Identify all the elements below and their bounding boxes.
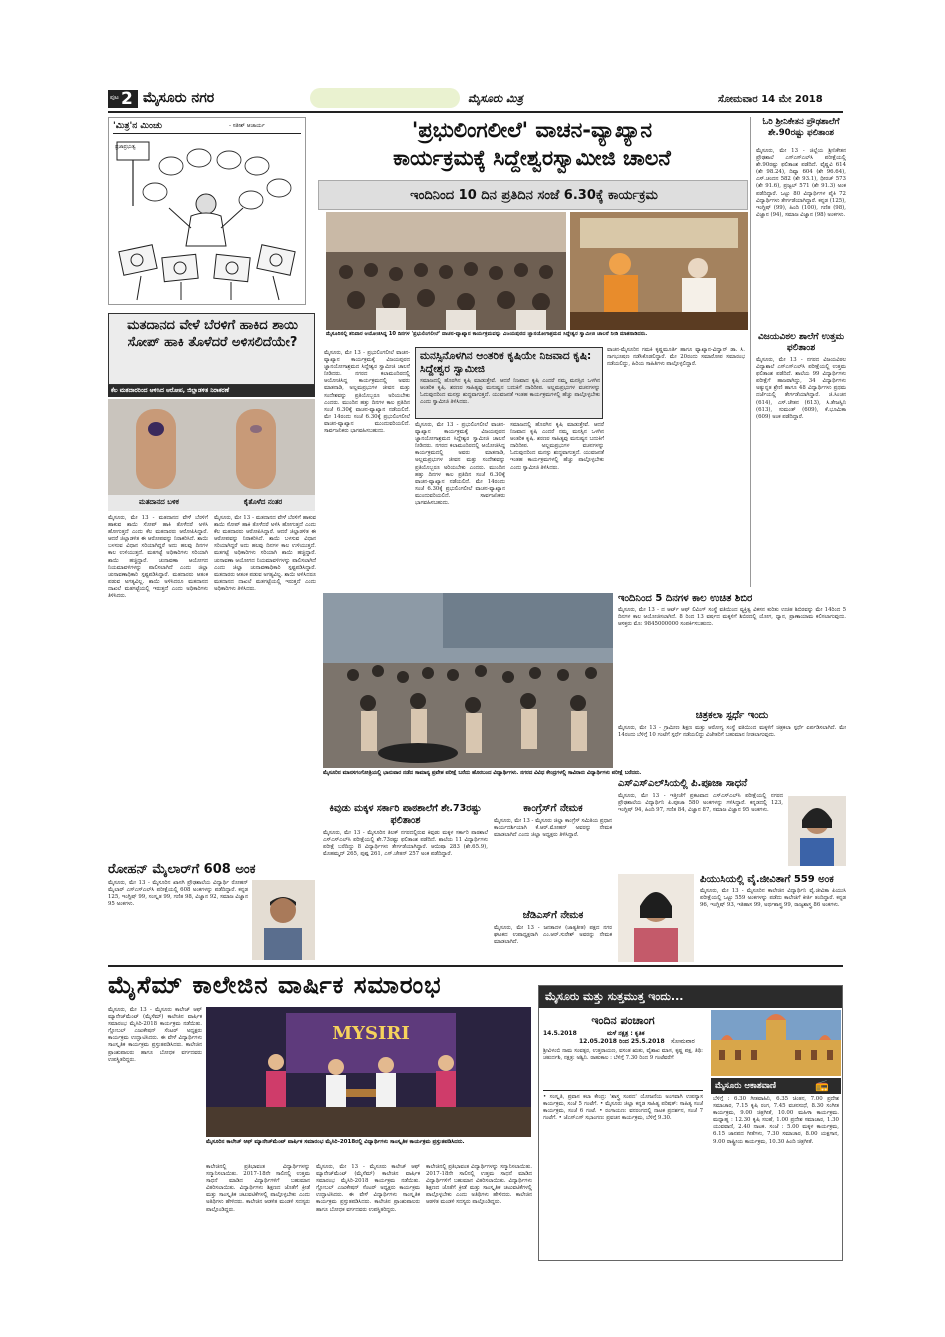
bottom-body-left: ಮೈಸೂರು, ಮೇ 13 - ಮೈಸೂರು ಕಾಲೇಜ್ ಆಫ್ ಮ್ಯಾನೇಜ್‌ಮೆಂಟ್ (ಮೈಸೆಮ್) ಕಾಲೇಜಿನ ವಾರ್ಷಿಕ ಸಮಾರಂಭ ಮೈಸಿರಿ-2018 ಕಾರ್ಯಕ್ರಮ ನಡೆಯಿತು. ಗ್ಲೋಬಲ್ ಎಜುಕೇಷನ್ ಸೆಂಟರ್ ಅಧ್ಯಕ್ಷರು ಕಾರ್ಯಕ್ರಮ ಉದ್ಘಾಟಿಸಿದರು. ಈ ವೇಳೆ ವಿದ್ಯಾರ್ಥಿಗಳು ಸಾಂಸ್ಕೃತಿಕ ಕಾರ್ಯಕ್ರಮ ಪ್ರಸ್ತುತಪಡಿಸಿದರು. ಕಾಲೇಜಿನ ಪ್ರಾಂಶುಪಾಲರು ಹಾಗೂ ಬೋಧಕ ವರ್ಗದವರು ಉಪಸ್ಥಿತರಿದ್ದರು. — [108, 1007, 202, 1063]
ink-label-before: ಮತದಾನದ ಬಳಿಕ — [139, 498, 179, 506]
lead-headline-1: 'ಪ್ರಭುಲಿಂಗಲೀಲೆ' ವಾಚನ-ವ್ಯಾಖ್ಯಾನ — [411, 118, 653, 142]
bottom-body-mid-3: ಕಾಲೇಜಿನಲ್ಲಿ ಪ್ರತಿಭಾವಂತ ವಿದ್ಯಾರ್ಥಿಗಳನ್ನು ಸನ್ಮಾನಿಸಲಾಯಿತು. 2017-18ನೇ ಸಾಲಿನಲ್ಲಿ ಉತ್ತಮ ಸಾಧನೆ ಮಾಡಿದ ವಿದ್ಯಾರ್ಥಿಗಳಿಗೆ ಬಹುಮಾನ ವಿತರಿಸಲಾಯಿತು. ವಿದ್ಯಾರ್ಥಿಗಳು ಶಿಕ್ಷಣದ ಜೊತೆಗೆ ಕ್ರೀಡೆ ಮತ್ತು ಸಾಂಸ್ಕೃತಿಕ ಚಟುವಟಿಕೆಗಳಲ್ಲಿ ಪಾಲ್ಗೊಳ್ಳಬೇಕು ಎಂದು ಅತಿಥಿಗಳು ಹೇಳಿದರು. ಕಾಲೇಜಿನ ಆಡಳಿತ ಮಂಡಳಿ ಸದಸ್ಯರು ಪಾಲ್ಗೊಂಡಿದ್ದರು. — [426, 1164, 532, 1206]
page-number: 2 — [121, 89, 133, 109]
stage-photo — [570, 212, 748, 330]
bottom-body-mid-1: ಕಾಲೇಜಿನಲ್ಲಿ ಪ್ರತಿಭಾವಂತ ವಿದ್ಯಾರ್ಥಿಗಳನ್ನು ಸನ್ಮಾನಿಸಲಾಯಿತು. 2017-18ನೇ ಸಾಲಿನಲ್ಲಿ ಉತ್ತಮ ಸಾಧನೆ ಮಾಡಿದ ವಿದ್ಯಾರ್ಥಿಗಳಿಗೆ ಬಹುಮಾನ ವಿತರಿಸಲಾಯಿತು. ವಿದ್ಯಾರ್ಥಿಗಳು ಶಿಕ್ಷಣದ ಜೊತೆಗೆ ಕ್ರೀಡೆ ಮತ್ತು ಸಾಂಸ್ಕೃತಿಕ ಚಟುವಟಿಕೆಗಳಲ್ಲಿ ಪಾಲ್ಗೊಳ್ಳಬೇಕು ಎಂದು ಅತಿಥಿಗಳು ಹೇಳಿದರು. ಕಾಲೇಜಿನ ಆಡಳಿತ ಮಂಡಳಿ ಸದಸ್ಯರು ಪಾಲ್ಗೊಂಡಿದ್ದರು. — [206, 1164, 310, 1213]
rohan-photo — [252, 880, 315, 960]
palace-photo — [711, 1010, 841, 1076]
right-col-divider — [750, 117, 751, 587]
lead-subhead: ಇಂದಿನಿಂದ 10 ದಿನ ಪ್ರತಿದಿನ ಸಂಜೆ 6.30ಕ್ಕೆ ಕಾರ್ಯಕ್ರಮ — [410, 188, 658, 203]
mid-body-2: ಮೈಸೂರು, ಮೇ 13 - ಮೈಸೂರು ಜಿಲ್ಲಾ ಕಾಂಗ್ರೆಸ್ ಸಮಿತಿಯ ಪ್ರಧಾನ ಕಾರ್ಯದರ್ಶಿಯಾಗಿ ಕೆ.ಆರ್.ಮೋಹನ್ ಅವರನ್ನು ನೇಮಕ ಮಾಡಲಾಗಿದೆ ಎಂದು ಜಿಲ್ಲಾ ಅಧ್ಯಕ್ಷರು ತಿಳಿಸಿದ್ದಾರೆ. — [494, 818, 612, 839]
ink-body-col-2: ಮೈಸೂರು, ಮೇ 13 - ಮತದಾನದ ವೇಳೆ ಬೆರಳಿಗೆ ಹಾಕುವ ಶಾಯಿ ಸೋಪ್ ಹಾಕಿ ತೊಳೆದರೆ ಅಳಿಸಿ ಹೋಗುತ್ತದೆ ಎಂದು ಕೆಲ ಮತದಾರರು ಆರೋಪಿಸಿದ್ದಾರೆ. ಆದರೆ ಜಿಲ್ಲಾಡಳಿತ ಈ ಆರೋಪವನ್ನು ನಿರಾಕರಿಸಿದೆ. ಶಾಯಿ ಬಳಸುವ ವಿಧಾನ ಸರಿಯಾಗಿದ್ದರೆ ಅದು ಹಲವು ದಿನಗಳ ಕಾಲ ಉಳಿಯುತ್ತದೆ. ಮತಗಟ್ಟೆ ಅಧಿಕಾರಿಗಳು ಸರಿಯಾಗಿ ಶಾಯಿ ಹಚ್ಚಿದ್ದಾರೆ. ಚುನಾವಣಾ ಆಯೋಗದ ನಿಯಮಾವಳಿಗಳನ್ನು ಪಾಲಿಸಲಾಗಿದೆ ಎಂದು ಜಿಲ್ಲಾ ಚುನಾವಣಾಧಿಕಾರಿ ಸ್ಪಷ್ಟಪಡಿಸಿದ್ದಾರೆ. ಮತದಾರರು ಆತಂಕ ಪಡುವ ಅಗತ್ಯವಿಲ್ಲ. ಶಾಯಿ ಅಳಿಸಿದರೂ ಮತದಾನದ ದಾಖಲೆ ಮತಗಟ್ಟೆಯಲ್ಲಿ ಇರುತ್ತದೆ ಎಂದು ಅಧಿಕಾರಿಗಳು ತಿಳಿಸಿದರು. — [214, 515, 316, 592]
panchanga-weekday: ಸೋಮವಾರ — [671, 1038, 695, 1045]
quote-box — [415, 347, 603, 419]
right-body-3: ಮೈಸೂರು, ಮೇ 13 - ದ ಆರ್ಟ್ ಆಫ್ ಲಿವಿಂಗ್ ಸಂಸ್ಥೆ ವತಿಯಿಂದ ವ್ಯಕ್ತಿತ್ವ ವಿಕಸನ ಕುರಿತು ಉಚಿತ ಶಿಬಿರವನ್ನು ಮೇ 14ರಿಂದ 5 ದಿನಗಳ ಕಾಲ ಆಯೋಜಿಸಲಾಗಿದೆ. 8 ರಿಂದ 13 ವರ್ಷದ ಮಕ್ಕಳಿಗೆ ಶಿಬಿರದಲ್ಲಿ ಯೋಗ, ಧ್ಯಾನ, ಪ್ರಾಣಾಯಾಮ ಕಲಿಸಲಾಗುವುದು. ಆಸಕ್ತರು ಮೊ: 9845000000 ಸಂಪರ್ಕಿಸಬಹುದು. — [618, 607, 846, 628]
mid-body-1: ಮೈಸೂರು, ಮೇ 13 - ಮೈಸೂರಿನ ತಿಲಕ್ ನಗರದಲ್ಲಿರುವ ಕಿವುಡು ಮಕ್ಕಳ ಸರ್ಕಾರಿ ಪಾಠಶಾಲೆ ಎಸ್ಎಸ್ಎಲ್‌ಸಿ ಪರೀಕ್ಷೆಯಲ್ಲಿ ಶೇ.73ರಷ್ಟು ಫಲಿತಾಂಶ ಪಡೆದಿದೆ. ಶಾಲೆಯ 11 ವಿದ್ಯಾರ್ಥಿಗಳು ಪರೀಕ್ಷೆ ಬರೆದಿದ್ದು 8 ವಿದ್ಯಾರ್ಥಿಗಳು ತೇರ್ಗಡೆಯಾಗಿದ್ದಾರೆ. ಆಯಿಷಾ 283 (ಶೇ.65.9), ಮೊಹಮ್ಮದ್ 265, ಪುಷ್ಪ 261, ಎಸ್.ಚೇತನ್ 257 ಅಂಕ ಪಡೆದಿದ್ದಾರೆ. — [323, 830, 488, 858]
panchanga-rule — [543, 1090, 703, 1091]
today-events: • ಸಂಸ್ಕೃತಿ, ಪ್ರವಾಸ ಕಲಾ ಕೇಂದ್ರ: 'ಶಾಸ್ತ್ರ ಸಂಪದ' ಯೋಜನೆಯ ಅಂಗವಾಗಿ ಉಪನ್ಯಾಸ ಕಾರ್ಯಕ್ರಮ, ಸಂಜೆ 5 ಗಂಟೆಗೆ. • ಮೈಸೂರು ಜಿಲ್ಲಾ ಕನ್ನಡ ಸಾಹಿತ್ಯ ಪರಿಷತ್: ಸಾಹಿತ್ಯ ಸಂಜೆ ಕಾರ್ಯಕ್ರಮ, ಸಂಜೆ 6 ಗಂಟೆ. • ರಂಗಾಯಣ: ವನರಂಗದಲ್ಲಿ ನಾಟಕ ಪ್ರದರ್ಶನ, ಸಂಜೆ 7 ಗಂಟೆಗೆ. • ಜೆಎಸ್ಎಸ್ ಸಭಾಂಗಣ: ಪ್ರವಚನ ಕಾರ್ಯಕ್ರಮ, ಬೆಳಿಗ್ಗೆ 9.30. — [543, 1094, 703, 1122]
cartoon-title: 'ಮಿತ್ರ'ನ ಮಿಂಚು — [113, 121, 163, 131]
lead-subhead-box — [318, 180, 748, 210]
jeevitha-photo — [618, 874, 694, 962]
jeevitha-photo-art — [618, 874, 694, 962]
bottom-rule — [108, 965, 843, 967]
radio-icon: 📻 — [815, 1079, 829, 1092]
right-head-3: ಇಂದಿನಿಂದ 5 ದಿನಗಳ ಕಾಲ ಉಚಿತ ಶಿಬಿರ — [618, 593, 753, 604]
event-photo-caption: ಮೈಸೂರಿನ ಕಾಲೇಜ್ ಆಫ್ ಮ್ಯಾನೇಜ್‌ಮೆಂಟ್ ವಾರ್ಷಿಕ ಸಮಾರಂಭ ಮೈಸಿರಿ-2018ರಲ್ಲಿ ವಿದ್ಯಾರ್ಥಿಗಳು ಸಾಂಸ್ಕೃತಿಕ ಕಾರ್ಯಕ್ರಮ ಪ್ರಸ್ತುತಪಡಿಸಿದರು. — [206, 1139, 465, 1145]
cartoon-sign: ಪ್ರಜಾಪ್ರಭುತ್ವ — [115, 144, 136, 150]
today-title: ಮೈಸೂರು ಮತ್ತು ಸುತ್ತಮುತ್ತ ಇಂದು... — [545, 990, 684, 1003]
lead-body-col-1: ಮೈಸೂರು, ಮೇ 13 - ಪ್ರಭುಲಿಂಗಲೀಲೆ ವಾಚನ-ವ್ಯಾಖ್ಯಾನ ಕಾರ್ಯಕ್ರಮಕ್ಕೆ ವಿಜಯಪುರದ ಜ್ಞಾನಯೋಗಾಶ್ರಮದ ಸಿದ್ದೇಶ್ವರ ಸ್ವಾಮೀಜಿ ಚಾಲನೆ ನೀಡಿದರು. ನಗರದ ಕಲಾಮಂದಿರದಲ್ಲಿ ಆಯೋಜಿಸಿದ್ದ ಕಾರ್ಯಕ್ರಮದಲ್ಲಿ ಅವರು ಮಾತನಾಡಿ, ಅಲ್ಲಮಪ್ರಭುಗಳ ಜೀವನ ಮತ್ತು ಸಂದೇಶವನ್ನು ಪ್ರತಿಯೊಬ್ಬರೂ ಅರಿಯಬೇಕು ಎಂದರು. ಮುಂದಿನ ಹತ್ತು ದಿನಗಳ ಕಾಲ ಪ್ರತಿದಿನ ಸಂಜೆ 6.30ಕ್ಕೆ ವಾಚನ-ವ್ಯಾಖ್ಯಾನ ನಡೆಯಲಿದೆ. ಮೇ 14ರಂದು ಸಂಜೆ 6.30ಕ್ಕೆ ಪ್ರಭುಲಿಂಗಲೀಲೆ ವಾಚನ-ವ್ಯಾಖ್ಯಾನ ಮುಂದುವರಿಯಲಿದೆ. ಸಾರ್ವಜನಿಕರು ಭಾಗವಹಿಸಬಹುದು. — [324, 350, 410, 435]
right-head-6: ಪಿಯುಸಿಯಲ್ಲಿ ವೈ.ಜೀವಿತಾಗೆ 559 ಅಂಕ — [700, 874, 834, 885]
lead-body-col-3: ಸಮಾಜದಲ್ಲಿ ಹೊರಗಿನ ಕೃಷಿ ಮಾಡುತ್ತೇವೆ. ಆದರೆ ನಿಜವಾದ ಕೃಷಿ ಎಂದರೆ ನಮ್ಮ ಮನಸ್ಸಿನ ಒಳಗಿನ ಆಂತರಿಕ ಕೃಷಿ. ಶರಣರ ಸಾಹಿತ್ಯವು ಮನುಷ್ಯನ ಬದುಕಿಗೆ ದಾರಿದೀಪ. ಅಲ್ಲಮಪ್ರಭುಗಳ ವಚನಗಳನ್ನು ಓದುವುದರಿಂದ ಮನಸ್ಸು ಶುದ್ಧವಾಗುತ್ತದೆ. ಯುವಜನತೆ ಇಂತಹ ಕಾರ್ಯಕ್ರಮಗಳಲ್ಲಿ ಹೆಚ್ಚು ಪಾಲ್ಗೊಳ್ಳಬೇಕು ಎಂದು ಸ್ವಾಮೀಜಿ ತಿಳಿಸಿದರು. — [510, 422, 604, 471]
ink-headline-box — [108, 313, 315, 385]
panchanga-title: ಇಂದಿನ ಪಂಚಾಂಗ — [591, 1014, 655, 1027]
event-photo — [206, 1007, 531, 1137]
lead-body-col-2: ಮೈಸೂರು, ಮೇ 13 - ಪ್ರಭುಲಿಂಗಲೀಲೆ ವಾಚನ-ವ್ಯಾಖ್ಯಾನ ಕಾರ್ಯಕ್ರಮಕ್ಕೆ ವಿಜಯಪುರದ ಜ್ಞಾನಯೋಗಾಶ್ರಮದ ಸಿದ್ದೇಶ್ವರ ಸ್ವಾಮೀಜಿ ಚಾಲನೆ ನೀಡಿದರು. ನಗರದ ಕಲಾಮಂದಿರದಲ್ಲಿ ಆಯೋಜಿಸಿದ್ದ ಕಾರ್ಯಕ್ರಮದಲ್ಲಿ ಅವರು ಮಾತನಾಡಿ, ಅಲ್ಲಮಪ್ರಭುಗಳ ಜೀವನ ಮತ್ತು ಸಂದೇಶವನ್ನು ಪ್ರತಿಯೊಬ್ಬರೂ ಅರಿಯಬೇಕು ಎಂದರು. ಮುಂದಿನ ಹತ್ತು ದಿನಗಳ ಕಾಲ ಪ್ರತಿದಿನ ಸಂಜೆ 6.30ಕ್ಕೆ ವಾಚನ-ವ್ಯಾಖ್ಯಾನ ನಡೆಯಲಿದೆ. ಮೇ 14ರಂದು ಸಂಜೆ 6.30ಕ್ಕೆ ಪ್ರಭುಲಿಂಗಲೀಲೆ ವಾಚನ-ವ್ಯಾಖ್ಯಾನ ಮುಂದುವರಿಯಲಿದೆ. ಸಾರ್ವಜನಿಕರು ಭಾಗವಹಿಸಬಹುದು. — [415, 422, 505, 507]
crowd-photo-caption: ಮೈಸೂರಿನ ಮಾನಸಗಂಗೋತ್ರಿಯಲ್ಲಿ ಭಾನುವಾರ ನಡೆದ ಸಾಮಾನ್ಯ ಪ್ರವೇಶ ಪರೀಕ್ಷೆ ಬರೆದು ಹೊರಬಂದ ವಿದ್ಯಾರ್ಥಿಗಳು. ನಗರದ ವಿವಿಧ ಕೇಂದ್ರಗಳಲ್ಲಿ ಸಾವಿರಾರು ವಿದ್ಯಾರ್ಥಿಗಳು ಪರೀಕ್ಷೆ ಬರೆದರು. — [323, 770, 642, 776]
panchanga-range: 12.05.2018 ರಿಂದ 25.5.2018 — [579, 1038, 665, 1045]
right-body-2: ಮೈಸೂರು, ಮೇ 13 - ನಗರದ ವಿಜಯವಿಠಲ ವಿದ್ಯಾಶಾಲೆ ಎಸ್ಎಸ್ಎಲ್‌ಸಿ ಪರೀಕ್ಷೆಯಲ್ಲಿ ಉತ್ತಮ ಫಲಿತಾಂಶ ಪಡೆದಿದೆ. ಶಾಲೆಯ 99 ವಿದ್ಯಾರ್ಥಿಗಳು ಪರೀಕ್ಷೆಗೆ ಹಾಜರಾಗಿದ್ದು, 34 ವಿದ್ಯಾರ್ಥಿಗಳು ಅತ್ಯುನ್ನತ ಶ್ರೇಣಿ ಹಾಗೂ 48 ವಿದ್ಯಾರ್ಥಿಗಳು ಪ್ರಥಮ ದರ್ಜೆಯಲ್ಲಿ ತೇರ್ಗಡೆಯಾಗಿದ್ದಾರೆ. ಜಿ.ಸಿಂಚನ (614), ಎಸ್.ಚೇತನ (613), ಸಿ.ತೇಜಸ್ವಿನಿ (613), ಸುಮಂತ್ (609), ಕೆ.ಭೂಮಿಕಾ (609) ಅಂಕ ಪಡೆದಿದ್ದಾರೆ. — [756, 357, 846, 420]
right-body-4: ಮೈಸೂರು, ಮೇ 13 - ಗ್ರಾಮೀಣ ಶಿಕ್ಷಣ ಮತ್ತು ಆರೋಗ್ಯ ಸಂಸ್ಥೆ ವತಿಯಿಂದ ಮಕ್ಕಳಿಗೆ ಚಿತ್ರಕಲಾ ಸ್ಪರ್ಧೆ ಏರ್ಪಡಿಸಲಾಗಿದೆ. ಮೇ 14ರಂದು ಬೆಳಿಗ್ಗೆ 10 ಗಂಟೆಗೆ ಸ್ಪರ್ಧೆ ನಡೆಯಲಿದ್ದು ವಿಜೇತರಿಗೆ ಬಹುಮಾನ ನೀಡಲಾಗುವುದು. — [618, 725, 846, 739]
page-number-box — [108, 90, 138, 108]
radio-schedule: ಬೆಳಿಗ್ಗೆ : 6.30 ಗೀತವಾಹಿನಿ, 6.35 ಚಿಂತನ, 7.00 ಪ್ರದೇಶ ಸಮಾಚಾರ, 7.15 ಕೃಷಿ ರಂಗ, 7.45 ವಚನಸುಧೆ, 8.30 ಸಂಗೀತ ಕಾರ್ಯಕ್ರಮ, 9.00 ಚಿತ್ರಗೀತೆ, 10.00 ಮಹಿಳಾ ಕಾರ್ಯಕ್ರಮ. ಮಧ್ಯಾಹ್ನ : 12.30 ಕೃಷಿ ಸಲಹೆ, 1.00 ಪ್ರದೇಶ ಸಮಾಚಾರ, 1.30 ಯುವವಾಣಿ, 2.40 ನಾಟಕ. ಸಂಜೆ : 5.00 ಮಕ್ಕಳ ಕಾರ್ಯಕ್ರಮ, 6.15 ಜಾನಪದ ಗೀತೆಗಳು, 7.30 ಸಮಾಚಾರ, 8.00 ಯಕ್ಷಗಾನ, 9.00 ರಾಷ್ಟ್ರೀಯ ಕಾರ್ಯಕ್ರಮ, 10.30 ಹಿಂದಿ ಚಿತ್ರಗೀತೆ. — [713, 1096, 839, 1145]
mid-body-3: ಮೈಸೂರು, ಮೇ 13 - ಜನತಾದಳ (ಜಾತ್ಯತೀತ) ಪಕ್ಷದ ನಗರ ಘಟಕದ ಉಪಾಧ್ಯಕ್ಷರಾಗಿ ಎಂ.ಆರ್.ಸುರೇಶ್ ಅವರನ್ನು ನೇಮಕ ಮಾಡಲಾಗಿದೆ. — [494, 925, 612, 946]
crowd-photo — [323, 593, 613, 768]
page-label: ಪುಟ — [110, 94, 119, 101]
right-body-6: ಮೈಸೂರು, ಮೇ 13 - ಮೈಸೂರಿನ ಕಾಲೇಜಿನ ವಿದ್ಯಾರ್ಥಿನಿ ವೈ.ಜೀವಿತಾ ಪಿಯುಸಿ ಪರೀಕ್ಷೆಯಲ್ಲಿ ಒಟ್ಟು 559 ಅಂಕಗಳನ್ನು ಪಡೆದು ಕಾಲೇಜಿಗೆ ಕೀರ್ತಿ ತಂದಿದ್ದಾರೆ. ಕನ್ನಡ 96, ಇಂಗ್ಲಿಷ್ 93, ಇತಿಹಾಸ 99, ಅರ್ಥಶಾಸ್ತ್ರ 99, ರಾಜ್ಯಶಾಸ್ತ್ರ 86 ಅಂಕಗಳು. — [700, 888, 846, 909]
today-box — [538, 985, 843, 1261]
masthead-swoosh — [310, 88, 460, 108]
rohan-photo-art — [252, 880, 315, 960]
quote-headline: ಮನಸ್ಸಿನೊಳಗಿನ ಆಂತರಿಕ ಕೃಷಿಯೇ ನಿಜವಾದ ಕೃಷಿ: ಸಿದ್ದೇಶ್ವರ ಸ್ವಾಮೀಜಿ — [420, 350, 592, 375]
lead-headline-2: ಕಾರ್ಯಕ್ರಮಕ್ಕೆ ಸಿದ್ದೇಶ್ವರಸ್ವಾಮೀಜಿ ಚಾಲನೆ — [393, 146, 671, 170]
ink-finger-photo — [108, 399, 315, 511]
right-body-1: ಮೈಸೂರು, ಮೇ 13 - ಜಿಲ್ಲೆಯ ಶ್ರೀನಿಕೇತನ ಪ್ರೌಢಶಾಲೆ ಎಸ್ಎಸ್ಎಲ್‌ಸಿ ಪರೀಕ್ಷೆಯಲ್ಲಿ ಶೇ.90ರಷ್ಟು ಫಲಿತಾಂಶ ಪಡೆದಿದೆ. ವೈಷ್ಣವಿ 614 (ಶೇ 98.24), ದಿವ್ಯಾ 604 (ಶೇ 96.64), ಎಸ್.ಚಂದನ 582 (ಶೇ 93.1), ಧೀರಜ್ 573 (ಶೇ 91.6), ಪ್ರಜ್ವಲ್ 571 (ಶೇ 91.3) ಅಂಕ ಪಡೆದಿದ್ದಾರೆ. ಒಟ್ಟು 80 ವಿದ್ಯಾರ್ಥಿಗಳ ಪೈಕಿ 72 ವಿದ್ಯಾರ್ಥಿಗಳು ತೇರ್ಗಡೆಯಾಗಿದ್ದಾರೆ. ಕನ್ನಡ (125), ಇಂಗ್ಲಿಷ್ (99), ಹಿಂದಿ (100), ಗಣಿತ (98), ವಿಜ್ಞಾನ (94), ಸಮಾಜ ವಿಜ್ಞಾನ (98) ಅಂಕಗಳು. — [756, 148, 846, 218]
mid-head-3: ಜೆಡಿಎಸ್‌ಗೆ ನೇಮಕ — [522, 910, 584, 921]
quote-body: ಸಮಾಜದಲ್ಲಿ ಹೊರಗಿನ ಕೃಷಿ ಮಾಡುತ್ತೇವೆ. ಆದರೆ ನಿಜವಾದ ಕೃಷಿ ಎಂದರೆ ನಮ್ಮ ಮನಸ್ಸಿನ ಒಳಗಿನ ಆಂತರಿಕ ಕೃಷಿ. ಶರಣರ ಸಾಹಿತ್ಯವು ಮನುಷ್ಯನ ಬದುಕಿಗೆ ದಾರಿದೀಪ. ಅಲ್ಲಮಪ್ರಭುಗಳ ವಚನಗಳನ್ನು ಓದುವುದರಿಂದ ಮನಸ್ಸು ಶುದ್ಧವಾಗುತ್ತದೆ. ಯುವಜನತೆ ಇಂತಹ ಕಾರ್ಯಕ್ರಮಗಳಲ್ಲಿ ಹೆಚ್ಚು ಪಾಲ್ಗೊಳ್ಳಬೇಕು ಎಂದು ಸ್ವಾಮೀಜಿ ತಿಳಿಸಿದರು. — [420, 378, 600, 406]
ink-kicker-bar — [108, 385, 315, 397]
bottom-body-mid-2: ಮೈಸೂರು, ಮೇ 13 - ಮೈಸೂರು ಕಾಲೇಜ್ ಆಫ್ ಮ್ಯಾನೇಜ್‌ಮೆಂಟ್ (ಮೈಸೆಮ್) ಕಾಲೇಜಿನ ವಾರ್ಷಿಕ ಸಮಾರಂಭ ಮೈಸಿರಿ-2018 ಕಾರ್ಯಕ್ರಮ ನಡೆಯಿತು. ಗ್ಲೋಬಲ್ ಎಜುಕೇಷನ್ ಸೆಂಟರ್ ಅಧ್ಯಕ್ಷರು ಕಾರ್ಯಕ್ರಮ ಉದ್ಘಾಟಿಸಿದರು. ಈ ವೇಳೆ ವಿದ್ಯಾರ್ಥಿಗಳು ಸಾಂಸ್ಕೃತಿಕ ಕಾರ್ಯಕ್ರಮ ಪ್ರಸ್ತುತಪಡಿಸಿದರು. ಕಾಲೇಜಿನ ಪ್ರಾಂಶುಪಾಲರು ಹಾಗೂ ಬೋಧಕ ವರ್ಗದವರು ಉಪಸ್ಥಿತರಿದ್ದರು. — [316, 1164, 420, 1213]
ink-finger-art — [108, 399, 315, 511]
pooja-photo-art — [788, 796, 846, 866]
rohan-body: ಮೈಸೂರು, ಮೇ 13 - ಮೈಸೂರಿನ ಖಾಸಗಿ ಪ್ರೌಢಶಾಲೆಯ ವಿದ್ಯಾರ್ಥಿ ರೋಹನ್ ಮೈಲಾರ್ ಎಸ್ಎಸ್ಎಲ್‌ಸಿ ಪರೀಕ್ಷೆಯಲ್ಲಿ 608 ಅಂಕಗಳನ್ನು ಪಡೆದಿದ್ದಾರೆ. ಕನ್ನಡ 125, ಇಂಗ್ಲಿಷ್ 99, ಸಂಸ್ಕೃತ 99, ಗಣಿತ 98, ವಿಜ್ಞಾನ 92, ಸಮಾಜ ವಿಜ್ಞಾನ 95 ಅಂಕಗಳು. — [108, 880, 248, 908]
panchanga-nakshatra: ಮಳೆ ನಕ್ಷತ್ರ : ಕೃತಿಕ — [607, 1030, 645, 1037]
issue-date: ಸೋಮವಾರ 14 ಮೇ 2018 — [718, 94, 823, 105]
bottom-headline: ಮೈಸೆಮ್ ಕಾಲೇಜಿನ ವಾರ್ಷಿಕ ಸಮಾರಂಭ — [108, 971, 442, 999]
right-head-2: ವಿಜಯವಿಠಲ ಶಾಲೆಗೆ ಉತ್ತಮ ಫಲಿತಾಂಶ — [757, 332, 845, 353]
palace-photo-art — [711, 1010, 841, 1076]
ink-headline: ಮತದಾನದ ವೇಳೆ ಬೆರಳಿಗೆ ಹಾಕಿದ ಶಾಯಿ ಸೋಪ್ ಹಾಕಿ ತೊಳೆದರೆ ಅಳಿಸಲಿದೆಯೇ? — [127, 318, 298, 350]
right-head-1: ಓರಿ ಶ್ರೀನಿಕೇತನ ಪ್ರೌಢಶಾಲೆಗೆ ಶೇ.90ರಷ್ಟು ಫಲಿತಾಂಶ — [762, 117, 840, 138]
ink-kicker: ಕೆಲ ಮತದಾರರಿಂದ ಆಳಿಸಿದ ಆರೋಪ, ಜಿಲ್ಲಾಡಳಿತ ನಿರಾಕರಣೆ — [111, 387, 230, 394]
cartoon-drawing — [111, 136, 303, 302]
masthead-rule — [108, 111, 843, 113]
rohan-headline: ರೋಹನ್ ಮೈಲಾರ್‌ಗೆ 608 ಅಂಕ — [108, 862, 256, 877]
panchanga-body: ಶ್ರೀವಿಳಂಬಿ ನಾಮ ಸಂವತ್ಸರ, ಉತ್ತರಾಯಣ, ವಸಂತ ಋತು, ವೈಶಾಖ ಮಾಸ, ಕೃಷ್ಣ ಪಕ್ಷ, ತಿಥಿ: ಚತುರ್ದಶಿ, ನಕ್ಷತ್ರ: ಅಶ್ವಿನಿ. ರಾಹುಕಾಲ : ಬೆಳಿಗ್ಗೆ 7.30 ರಿಂದ 9 ಗಂಟೆವರೆಗೆ — [543, 1048, 703, 1062]
lead-photo-caption: ಮೈಸೂರಿನಲ್ಲಿ ಶನಿವಾರ ಆಯೋಜಿಸಿದ್ದ 10 ದಿನಗಳ 'ಪ್ರಭುಲಿಂಗಲೀಲೆ' ವಾಚನ-ವ್ಯಾಖ್ಯಾನ ಕಾರ್ಯಕ್ರಮವನ್ನು ವಿಜಯಪುರದ ಜ್ಞಾನಯೋಗಾಶ್ರಮದ ಸಿದ್ದೇಶ್ವರ ಸ್ವಾಮೀಜಿ ಚಾಲನೆ ನೀಡಿ ಮಾತನಾಡಿದರು. — [326, 331, 648, 337]
paper-name: ಮೈಸೂರು ಮಿತ್ರ — [468, 92, 523, 105]
ink-body-col-1: ಮೈಸೂರು, ಮೇ 13 - ಮತದಾನದ ವೇಳೆ ಬೆರಳಿಗೆ ಹಾಕುವ ಶಾಯಿ ಸೋಪ್ ಹಾಕಿ ತೊಳೆದರೆ ಅಳಿಸಿ ಹೋಗುತ್ತದೆ ಎಂದು ಕೆಲ ಮತದಾರರು ಆರೋಪಿಸಿದ್ದಾರೆ. ಆದರೆ ಜಿಲ್ಲಾಡಳಿತ ಈ ಆರೋಪವನ್ನು ನಿರಾಕರಿಸಿದೆ. ಶಾಯಿ ಬಳಸುವ ವಿಧಾನ ಸರಿಯಾಗಿದ್ದರೆ ಅದು ಹಲವು ದಿನಗಳ ಕಾಲ ಉಳಿಯುತ್ತದೆ. ಮತಗಟ್ಟೆ ಅಧಿಕಾರಿಗಳು ಸರಿಯಾಗಿ ಶಾಯಿ ಹಚ್ಚಿದ್ದಾರೆ. ಚುನಾವಣಾ ಆಯೋಗದ ನಿಯಮಾವಳಿಗಳನ್ನು ಪಾಲಿಸಲಾಗಿದೆ ಎಂದು ಜಿಲ್ಲಾ ಚುನಾವಣಾಧಿಕಾರಿ ಸ್ಪಷ್ಟಪಡಿಸಿದ್ದಾರೆ. ಮತದಾರರು ಆತಂಕ ಪಡುವ ಅಗತ್ಯವಿಲ್ಲ. ಶಾಯಿ ಅಳಿಸಿದರೂ ಮತದಾನದ ದಾಖಲೆ ಮತಗಟ್ಟೆಯಲ್ಲಿ ಇರುತ್ತದೆ ಎಂದು ಅಧಿಕಾರಿಗಳು ತಿಳಿಸಿದರು. — [108, 515, 208, 600]
pooja-photo — [788, 796, 846, 866]
audience-photo-art — [326, 212, 566, 330]
stage-photo-art — [570, 212, 748, 330]
crowd-photo-art — [323, 593, 613, 768]
mid-head-2: ಕಾಂಗ್ರೆಸ್‌ಗೆ ನೇಮಕ — [523, 803, 583, 814]
audience-photo — [326, 212, 566, 330]
stage-banner: MYSIRI — [332, 1023, 410, 1044]
today-title-bar — [539, 986, 842, 1008]
cartoon-author: - ಸತೀಶ್ ಆಚಾರ್ಯ — [229, 123, 265, 129]
panchanga-date: 14.5.2018 — [543, 1030, 577, 1037]
right-head-5: ಎಸ್ಎಸ್ಎಲ್‌ಸಿಯಲ್ಲಿ ಪಿ.ಪೂಜಾ ಸಾಧನೆ — [618, 778, 748, 789]
lead-body-col-4: ವಾಚನ-ಮೈಸೂರಿನ ಗಮಕಿ ಕೃಷ್ಣಮೂರ್ತಿ ಹಾಗೂ ವ್ಯಾಖ್ಯಾನ-ವಿದ್ವಾನ್ ಡಾ. ಸಿ. ನಾಗಭೂಷಣ ನಡೆಸಿಕೊಡಲಿದ್ದಾರೆ. ಮೇ 20ರಂದು ಸಮಾರೋಪ ಸಮಾರಂಭ ನಡೆಯಲಿದ್ದು, ಹಿರಿಯ ಸಾಹಿತಿಗಳು ಪಾಲ್ಗೊಳ್ಳಲಿದ್ದಾರೆ. — [607, 347, 745, 368]
radio-title-bar — [711, 1078, 841, 1094]
mid-head-1: ಕಿವುಡು ಮಕ್ಕಳ ಸರ್ಕಾರಿ ಪಾಠಶಾಲೆಗೆ ಶೇ.73ರಷ್ಟು ಫಲಿತಾಂಶ — [329, 803, 482, 826]
cartoon-panel — [108, 117, 306, 305]
ink-label-after: ಕೈತೊಳೆದ ನಂತರ — [243, 498, 283, 506]
right-body-5: ಮೈಸೂರು, ಮೇ 13 - ಇತ್ತೀಚೆಗೆ ಪ್ರಕಟವಾದ ಎಸ್ಎಸ್ಎಲ್‌ಸಿ ಪರೀಕ್ಷೆಯಲ್ಲಿ ನಗರದ ಪ್ರೌಢಶಾಲೆಯ ವಿದ್ಯಾರ್ಥಿನಿ ಪಿ.ಪೂಜಾ 580 ಅಂಕಗಳನ್ನು ಗಳಿಸಿದ್ದಾರೆ. ಕನ್ನಡದಲ್ಲಿ 123, ಇಂಗ್ಲಿಷ್ 94, ಹಿಂದಿ 97, ಗಣಿತ 84, ವಿಜ್ಞಾನ 87, ಸಮಾಜ ವಿಜ್ಞಾನ 95 ಅಂಕಗಳು. — [618, 793, 783, 814]
radio-title: ಮೈಸೂರು ಆಕಾಶವಾಣಿ — [715, 1081, 776, 1091]
section-title: ಮೈಸೂರು ನಗರ — [143, 90, 215, 106]
cartoon-rule — [113, 133, 301, 134]
right-head-4: ಚಿತ್ರಕಲಾ ಸ್ಪರ್ಧೆ ಇಂದು — [695, 710, 769, 721]
